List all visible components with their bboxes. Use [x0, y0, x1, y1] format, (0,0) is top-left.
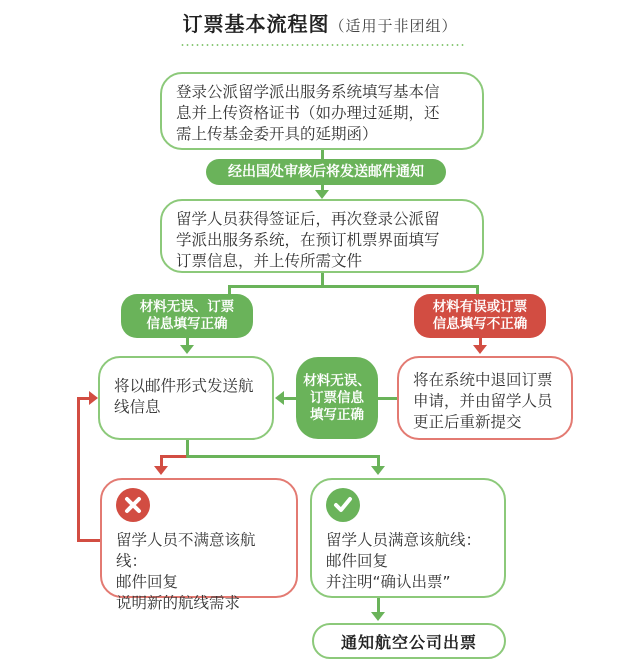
unsatisfied-box: [100, 478, 298, 612]
arrow-right-icon: [89, 391, 98, 405]
diagram-title: [0, 8, 640, 37]
arrow-left-icon: [275, 391, 284, 405]
unsatisfied-line: 留学人员不满意该航线：: [116, 531, 256, 570]
x-circle-icon: [116, 488, 150, 522]
unsatisfied-line: 邮件回复: [116, 573, 179, 591]
send-route-box: [98, 356, 274, 440]
return-application-box: [397, 356, 573, 440]
return-line: 申请，并由留学人员: [413, 392, 553, 410]
return-line: 更正后重新提交: [413, 413, 522, 431]
step1-line: 需上传基金委开具的延期函）: [176, 125, 378, 143]
connector-line: [378, 397, 398, 400]
satisfied-box: [310, 478, 506, 598]
resubmit-correct-line: 订票信息: [310, 389, 364, 406]
branch-correct-pill: [121, 294, 253, 338]
branch-error-line: 材料有误或订票: [432, 299, 528, 315]
send-route-line: 将以邮件形式发送航: [114, 377, 254, 395]
review-notice-pill: [206, 159, 446, 185]
branch-correct-line: 材料无误、订票: [139, 299, 235, 315]
notify-airline-box: [312, 623, 506, 659]
step-login-upload-box: [160, 72, 484, 150]
loop-back-line: [77, 539, 102, 542]
branch-error-line: 信息填写不正确: [432, 316, 528, 332]
title-main: 订票基本流程图: [182, 12, 330, 36]
title-divider: [180, 44, 466, 46]
branch-line-unsatisfied: [160, 455, 188, 458]
notify-airline-label: 通知航空公司出票: [340, 632, 477, 652]
resubmit-correct-line: 填写正确: [310, 406, 364, 423]
branch-correct-line: 信息填写正确: [146, 316, 228, 332]
title-sub: （适用于非团组）: [329, 17, 458, 35]
arrow-down-icon: [180, 345, 194, 354]
connector-line: [283, 397, 297, 400]
unsatisfied-line: 说明新的航线需求: [116, 594, 241, 612]
loop-back-line: [77, 398, 80, 541]
resubmit-correct-pill: [296, 357, 378, 439]
resubmit-correct-line: 材料无误、: [303, 372, 371, 389]
check-circle-icon: [326, 488, 360, 522]
satisfied-line: 留学人员满意该航线：: [326, 531, 482, 549]
branch-line-satisfied: [186, 455, 380, 458]
return-line: 将在系统中退回订票: [413, 371, 553, 389]
step-booking-info-box: [160, 199, 484, 273]
arrow-down-icon: [371, 612, 385, 621]
branch-error-pill: [414, 294, 546, 338]
satisfied-line: 邮件回复: [326, 552, 389, 570]
arrow-down-icon: [371, 466, 385, 475]
step2-line: 留学人员获得签证后，再次登录公派留: [176, 210, 440, 228]
arrow-down-icon: [154, 466, 168, 475]
step1-line: 息并上传资格证书（如办理过延期，还: [176, 104, 440, 122]
review-notice-label: 经出国处审核后将发送邮件通知: [228, 163, 424, 180]
connector-line: [377, 598, 380, 613]
branch-line: [228, 285, 478, 288]
step2-line: 订票信息，并上传所需文件: [176, 252, 363, 270]
satisfied-line: 并注明“确认出票”: [326, 573, 451, 591]
send-route-line: 线信息: [114, 398, 161, 416]
step1-line: 登录公派留学派出服务系统填写基本信: [176, 83, 440, 101]
arrow-down-icon: [315, 190, 329, 199]
arrow-down-icon: [473, 345, 487, 354]
step2-line: 学派出服务系统，在预订机票界面填写: [176, 231, 440, 249]
